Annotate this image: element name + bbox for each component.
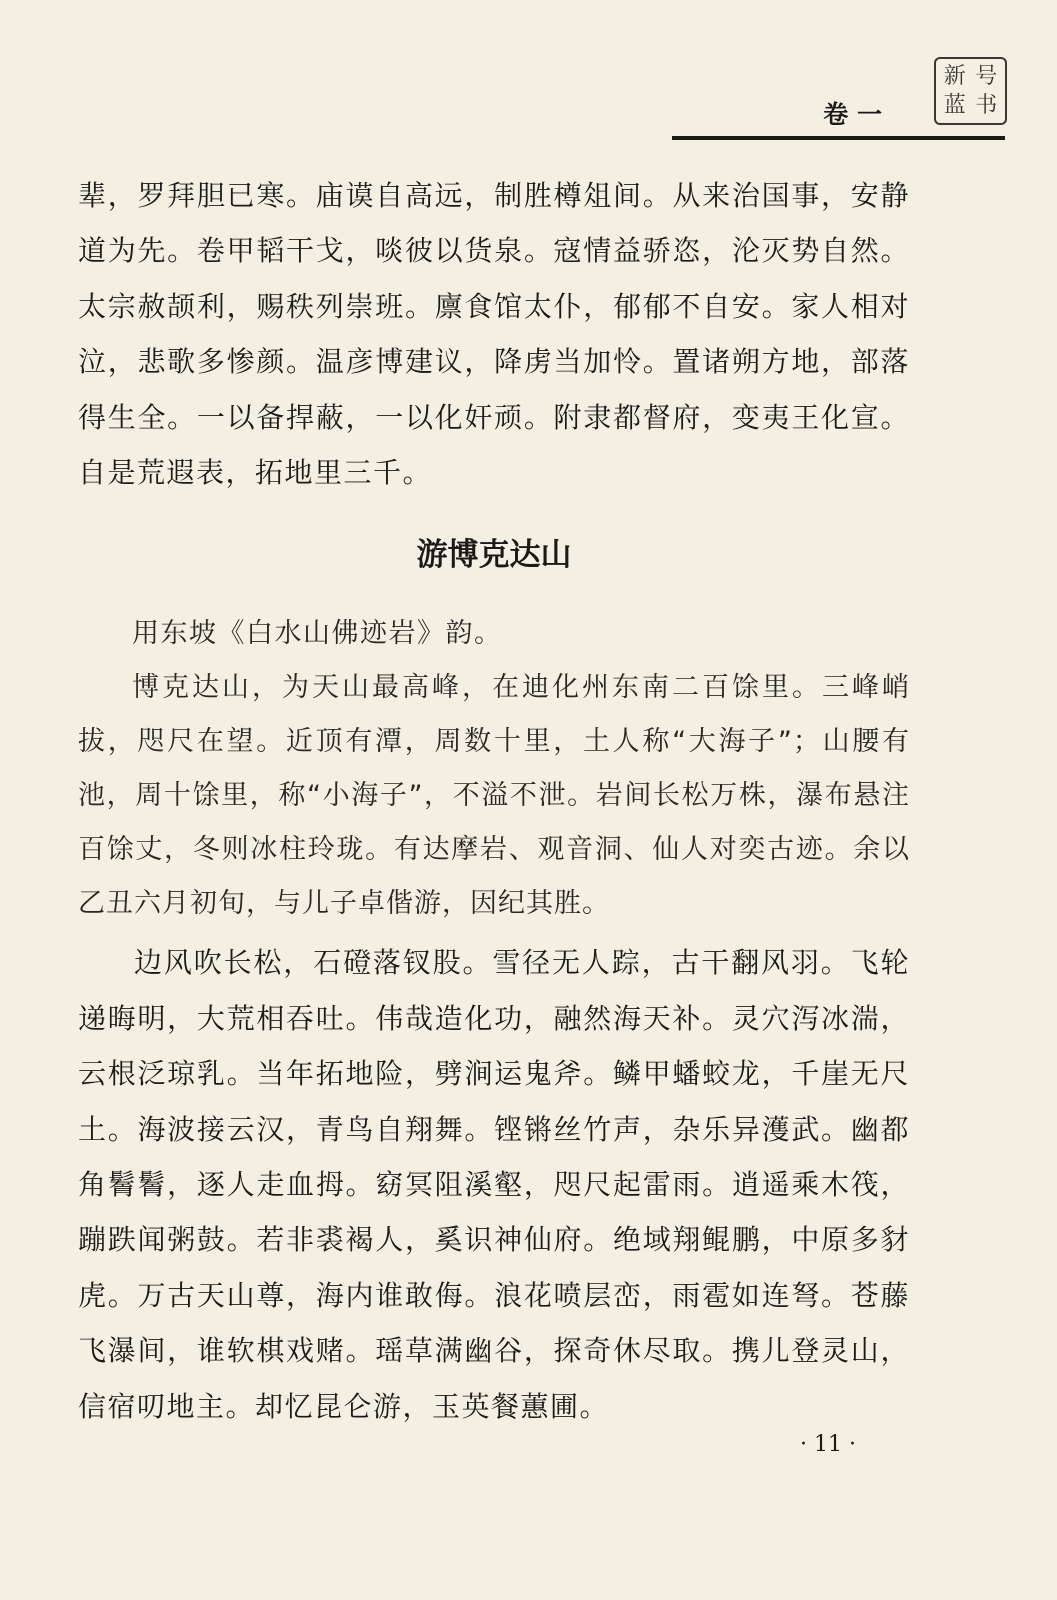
seal-char: 书 <box>975 92 998 118</box>
seal-char: 新 <box>943 63 966 89</box>
page-number: · 11 · <box>800 1432 856 1457</box>
seal-char: 号 <box>975 63 998 89</box>
rhyme-note: 用东坡《白水山佛迹岩》韵。 <box>132 618 503 650</box>
poem-preface: 博克达山，为天山最高峰，在迪化州东南二百馀里。三峰峭拔，咫尺在望。近顶有潭，周数十里，土人称“大海子”；山腰有池，周十馀里，称“小海子”，不溢不泄。岩间长松万株，瀑布悬注百馀丈，冬则冰柱玲珑。有达摩岩、观音洞、仙人对奕古迹。余以乙丑六月初旬，与儿子卓偕游，因纪其胜。 <box>78 672 910 920</box>
seal-stamp <box>934 57 1007 125</box>
seal-char: 蓝 <box>943 92 966 118</box>
poem-body: 边风吹长松，石磴落钗股。雪径无人踪，古干翻风羽。飞轮递晦明，大荒相吞吐。伟哉造化功，融然海天补。灵穴泻冰湍，云根泛琼乳。当年拓地险，劈涧运鬼斧。鳞甲蟠蛟龙，千崖无尺土。海波接云汉，青鸟自翔舞。铿锵丝竹声，杂乐异濩武。幽都角鬌鬌，逐人走血拇。窈冥阻溪壑，咫尺起雷雨。逍遥乘木筏，蹦跌闻粥鼓。若非裘褐人，奚识神仙府。绝域翔鲲鹏，中原多豺虎。万古天山尊，海内谁敢侮。浪花喷层峦，雨雹如连弩。苍藤飞瀑间，谁软棋戏赌。瑶草满幽谷，探奇休尽取。携儿登灵山，信宿叨地主。却忆昆仑游，玉英餐蕙圃。 <box>78 946 910 1423</box>
page-content <box>78 168 910 1434</box>
section-title: 游博克达山 <box>416 537 572 574</box>
volume-header: 卷 一 <box>823 100 882 129</box>
poem-continuation: 辈，罗拜胆已寒。庙谟自高远，制胜樽俎间。从来治国事，安静道为先。卷甲韬干戈，啖彼以货泉。寇情益骄恣，沦灭势自然。太宗赦颉利，赐秩列崇班。廪食馆太仆，郁郁不自安。家人相对泣，悲歌多惨颜。温彦博建议，降虏当加怜。置诸朔方地，部落得生全。一以备捍蔽，一以化奸顽。附隶都督府，变夷王化宣。自是荒遐表，拓地里三千。 <box>78 179 910 490</box>
header-rule <box>672 136 1005 140</box>
